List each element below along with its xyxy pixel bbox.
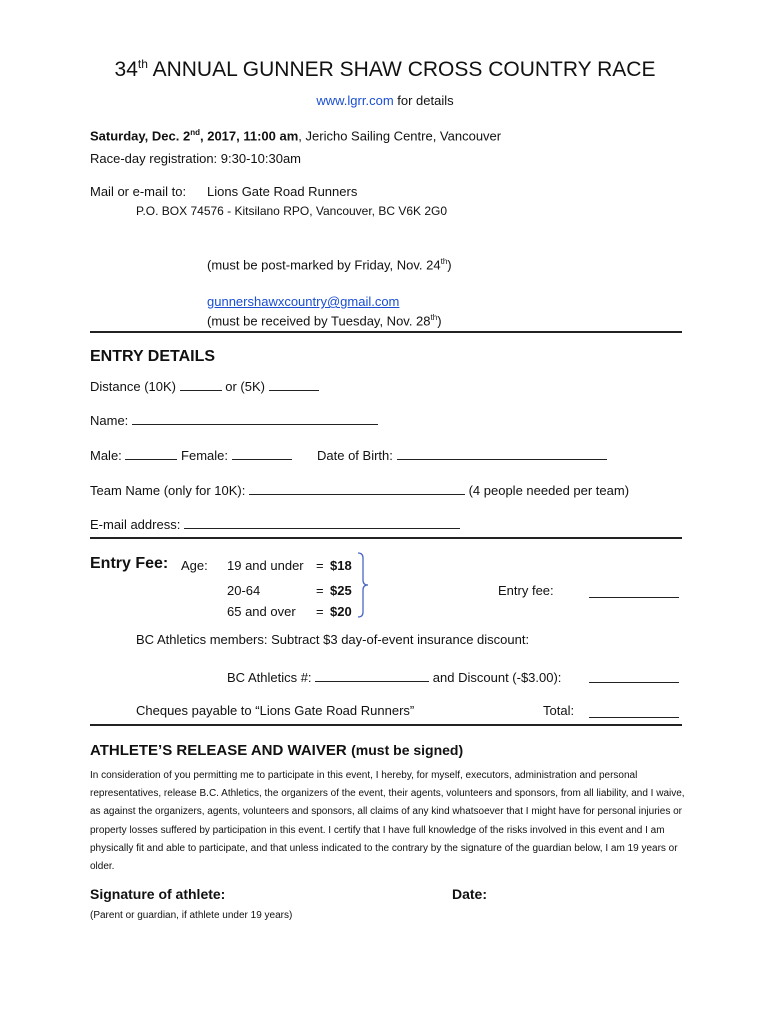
name-field[interactable] xyxy=(132,411,378,425)
bc-number-row: BC Athletics #: and Discount (-$3.00): xyxy=(227,670,562,685)
fee-price-25: $25 xyxy=(330,583,352,598)
bracket-icon xyxy=(357,552,371,618)
fee-age-20-64: 20-64 xyxy=(227,583,261,598)
team-name-field[interactable] xyxy=(249,481,465,495)
event-date-location: Saturday, Dec. 2nd, 2017, 11:00 am, Jericho Sailing Centre, Vancouver xyxy=(90,128,502,144)
total-field[interactable] xyxy=(589,717,679,718)
date-of-birth-field[interactable] xyxy=(397,446,607,460)
date-label: Date: xyxy=(452,886,488,902)
mail-label: Mail or e-mail to: xyxy=(90,184,187,199)
distance-row: Distance (10K) or (5K) xyxy=(90,377,319,394)
section-divider xyxy=(90,724,682,726)
fee-eq: = xyxy=(316,604,324,619)
email-row: E-mail address: xyxy=(90,515,460,532)
fee-age-65-over: 65 and over xyxy=(227,604,296,619)
guardian-note: (Parent or guardian, if athlete under 19 years) xyxy=(90,910,293,921)
female-field[interactable] xyxy=(232,446,292,460)
name-row: Name: xyxy=(90,411,378,428)
mail-address: P.O. BOX 74576 - Kitsilano RPO, Vancouver, BC V6K 2G0 xyxy=(136,204,448,218)
entry-fee-label: Entry fee: xyxy=(498,583,554,598)
fee-price-20: $20 xyxy=(330,604,352,619)
registration-time: Race-day registration: 9:30-10:30am xyxy=(90,151,302,166)
waiver-text: In consideration of you permitting me to participate in this event, I hereby, for myself, executors, administration and personal representatives, release B.C. Athletics, the organizers of the event, their agents, volunteers and sponsors, from all liability, and I waive, as against the organizers, agents, volunteers and sponsors, all claims of any kind whatsoever that I might have for personal injuries or property losses suffered by participation in this event. I certify that I have full knowledge of the risks involved in this event and I am physically fit and able to participate, and that unless indicated to the contrary by the signature of the guardian below, I am 19 years or older. xyxy=(90,770,685,873)
discount-field[interactable] xyxy=(589,682,679,683)
website-link[interactable]: www.lgrr.com xyxy=(316,93,394,108)
dob-row: Date of Birth: xyxy=(317,446,607,463)
postmark-deadline: (must be post-marked by Friday, Nov. 24th) xyxy=(207,257,452,273)
cheques-note: Cheques payable to “Lions Gate Road Runners” xyxy=(136,703,415,718)
fee-eq: = xyxy=(316,583,324,598)
bc-number-field[interactable] xyxy=(315,668,429,682)
page-title: 34th ANNUAL GUNNER SHAW CROSS COUNTRY RACE xyxy=(114,57,656,81)
entry-fee-field[interactable] xyxy=(589,597,679,598)
section-divider xyxy=(90,331,682,333)
age-label: Age: xyxy=(181,558,208,573)
email-deadline: (must be received by Tuesday, Nov. 28th) xyxy=(207,313,442,329)
email-link[interactable]: gunnershawxcountry@gmail.com xyxy=(207,294,400,309)
fee-eq: = xyxy=(316,558,324,573)
team-row: Team Name (only for 10K): (4 people needed per team) xyxy=(90,483,630,498)
entry-fee-heading: Entry Fee: xyxy=(90,555,169,572)
section-divider xyxy=(90,537,682,539)
fee-price-18: $18 xyxy=(330,558,352,573)
gender-row: Male: Female: xyxy=(90,446,292,463)
mail-org: Lions Gate Road Runners xyxy=(207,184,358,199)
waiver-heading: ATHLETE’S RELEASE AND WAIVER (must be signed) xyxy=(90,742,464,759)
total-label: Total: xyxy=(543,703,575,718)
entry-details-heading: ENTRY DETAILS xyxy=(90,348,216,365)
fee-age-19-under: 19 and under xyxy=(227,558,304,573)
male-field[interactable] xyxy=(125,446,177,460)
signature-label: Signature of athlete: xyxy=(90,886,226,902)
details-line: www.lgrr.com for details xyxy=(316,93,454,108)
email-address-field[interactable] xyxy=(184,515,460,529)
distance-10k-field[interactable] xyxy=(180,377,222,391)
bc-members-note: BC Athletics members: Subtract $3 day-of-event insurance discount: xyxy=(136,632,530,647)
distance-5k-field[interactable] xyxy=(269,377,319,391)
